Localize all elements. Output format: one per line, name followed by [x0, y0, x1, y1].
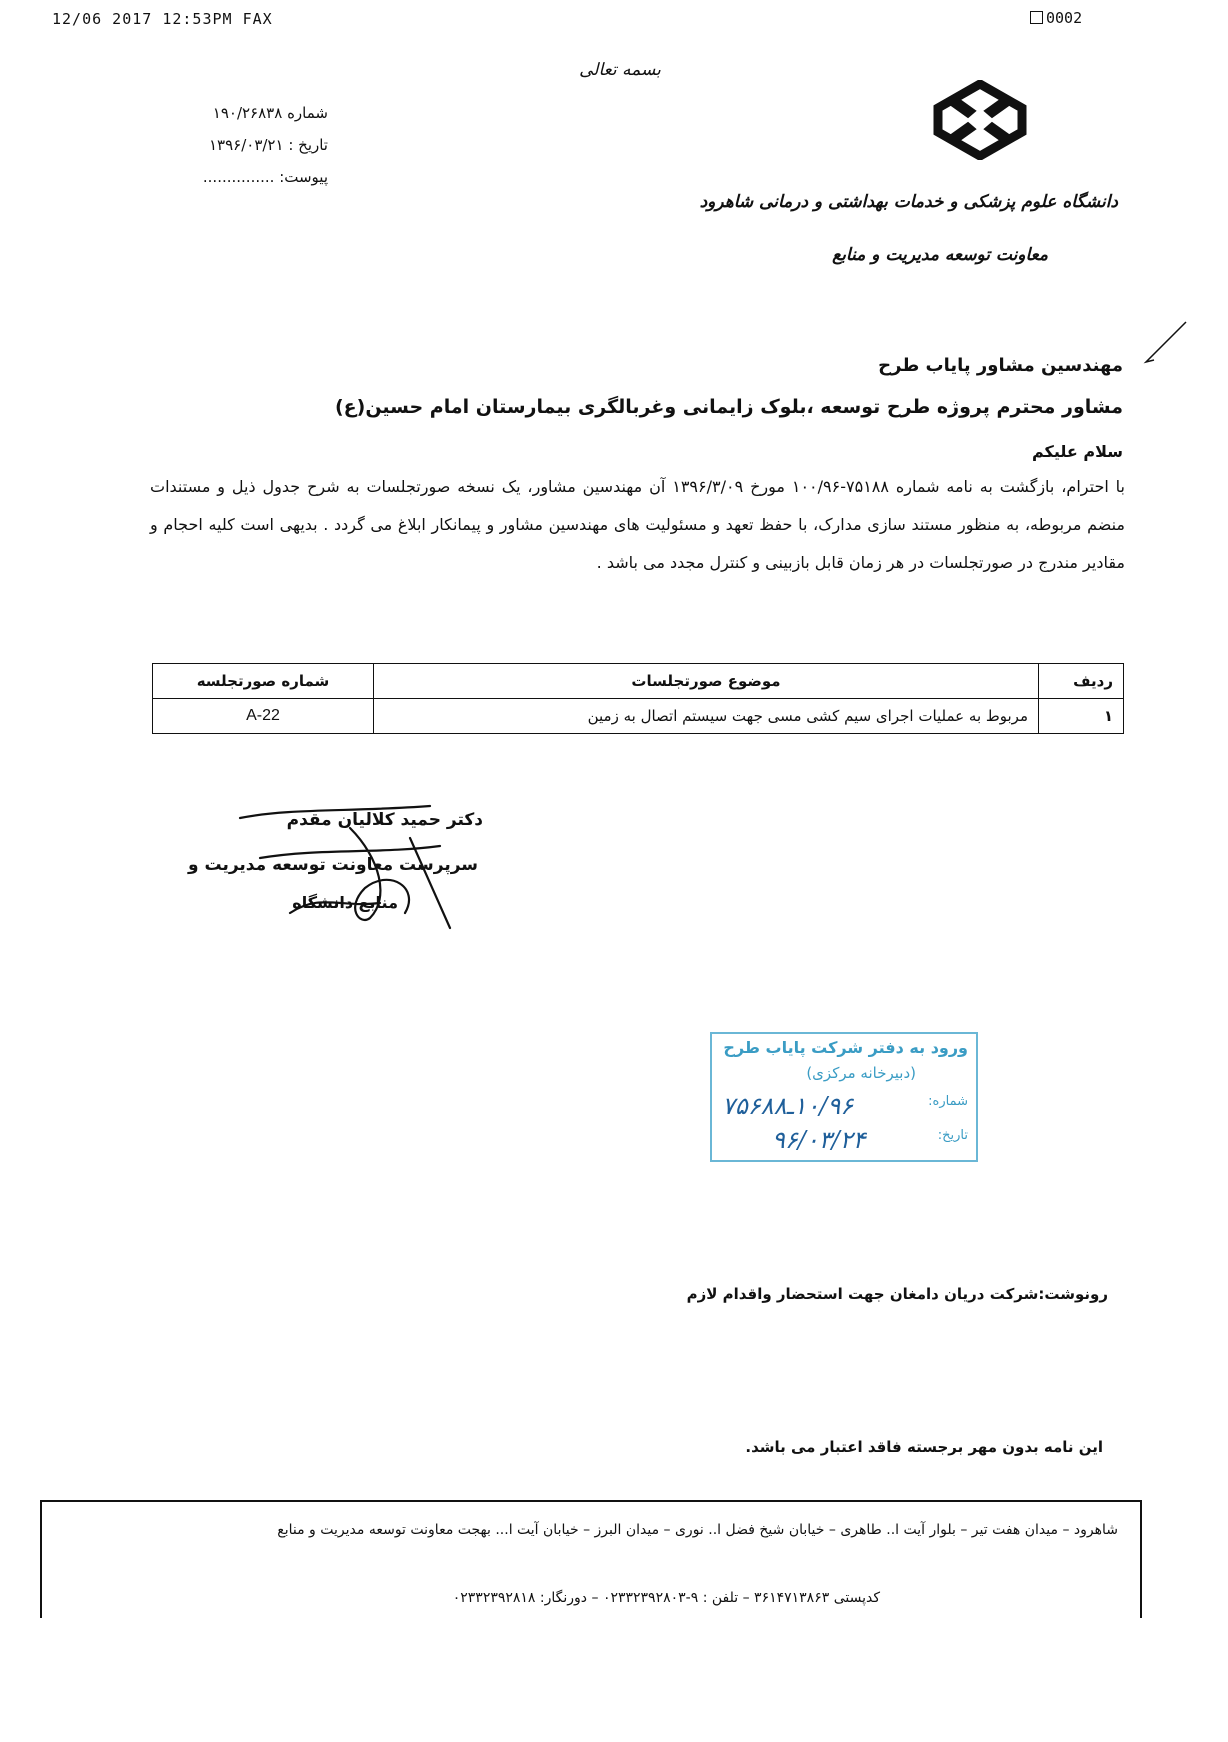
cc-line: رونوشت:شرکت دریان دامغان جهت استحضار واقدام لازم [686, 1285, 1108, 1303]
reference-number [213, 104, 328, 122]
reference-attachment: پیوست: ............... [202, 168, 328, 186]
sessions-table [152, 663, 1124, 734]
stamp-number-label: شماره: [928, 1094, 968, 1109]
table-header-row [153, 664, 1124, 699]
reference-date: تاریخ : ۱۳۹۶/۰۳/۲۱ [208, 136, 328, 154]
reference-attachment-label: پیوست [284, 168, 328, 186]
reference-date-label: تاریخ [298, 136, 328, 154]
signature-icon [230, 798, 490, 933]
department-name: معاونت توسعه مدیریت و منابع [832, 245, 1048, 265]
page-number-value: 0002 [1046, 9, 1083, 27]
greeting: سلام علیکم [1031, 442, 1123, 461]
pen-stroke-icon [1140, 318, 1190, 368]
reference-number-value: ۱۹۰/۲۶۸۳۸ [212, 104, 283, 122]
stamp-title: ورود به دفتر شرکت پایاب طرح [723, 1038, 968, 1057]
page-number [1030, 9, 1082, 27]
stamp-number-value: ۱۰/۹۶ـ۷۵۶۸۸ [722, 1092, 854, 1120]
reference-date-value: ۱۳۹۶/۰۳/۲۱ [208, 136, 284, 154]
reference-number-label: شماره [287, 104, 328, 122]
cell-row-number: ۱ [1039, 699, 1124, 734]
signer-title-continued: منابع دانشگاه [292, 893, 398, 912]
header-subject: موضوع صورتجلسات [374, 664, 1039, 699]
footer-contact: کدپستی ۳۶۱۴۷۱۳۸۶۳ – تلفن : ۹-۰۲۳۳۲۳۹۲۸۰۳ – دورنگار: ۰۲۳۳۲۳۹۲۸۱۸ [452, 1590, 880, 1606]
stamp-subtitle: (دبیرخانه مرکزی) [806, 1064, 916, 1082]
footer-address: شاهرود – میدان هفت تیر – بلوار آیت ا.. طاهری – خیابان شیخ فضل ا.. نوری – میدان البرز – خیابان آیت ا... بهجت معاونت توسعه مدیریت و منابع [277, 1522, 1118, 1538]
stamp-date-value: ۹۶/۰۳/۲۴ [772, 1126, 866, 1154]
table-row [153, 699, 1124, 734]
university-name: دانشگاه علوم پزشکی و خدمات بهداشتی و درمانی شاهرود [699, 192, 1118, 212]
checkbox-icon [1030, 11, 1043, 24]
body-paragraph: با احترام، بازگشت به نامه شماره ۷۵۱۸۸-۱۰۰/۹۶ مورخ ۱۳۹۶/۳/۰۹ آن مهندسین مشاور، یک نسخه صورتجلسات به شرح جدول ذیل و مستندات منضم مربوطه، به منظور مستند سازی مدارک، با حفظ تعهد و مسئولیت های مهندسین مشاور و پیمانکار ابلاغ می گردد . بدیهی است کلیه احجام و مقادیر مندرج در صورتجلسات در هر زمان قابل بازبینی و کنترل مجدد می باشد . [150, 477, 1125, 572]
receipt-stamp [710, 1032, 978, 1162]
signer-name: دکتر حمید کلالیان مقدم [286, 810, 483, 830]
recipient-name: مهندسین مشاور پایاب طرح [878, 355, 1123, 376]
signer-title: سرپرست معاونت توسعه مدیریت و [187, 855, 478, 875]
university-logo-icon [930, 80, 1030, 160]
header-row-number: ردیف [1039, 664, 1124, 699]
footer-box [40, 1500, 1142, 1618]
header-session-number: شماره صورتجلسه [153, 664, 374, 699]
reference-attachment-value: ............... [202, 168, 275, 186]
recipient-subject: مشاور محترم پروژه طرح توسعه ،بلوک زایمانی وغربالگری بیمارستان امام حسین(ع) [334, 396, 1123, 418]
stamp-date-label: تاریخ: [937, 1128, 968, 1143]
cell-subject: مربوط به عملیات اجرای سیم کشی مسی جهت سیستم اتصال به زمین [374, 699, 1039, 734]
invocation: بسمه تعالی [579, 60, 661, 80]
cell-session-number: A-22 [153, 699, 374, 734]
fax-header: 12/06 2017 12:53PM FAX [52, 10, 273, 28]
validity-note: این نامه بدون مهر برجسته فاقد اعتبار می باشد. [745, 1438, 1103, 1456]
